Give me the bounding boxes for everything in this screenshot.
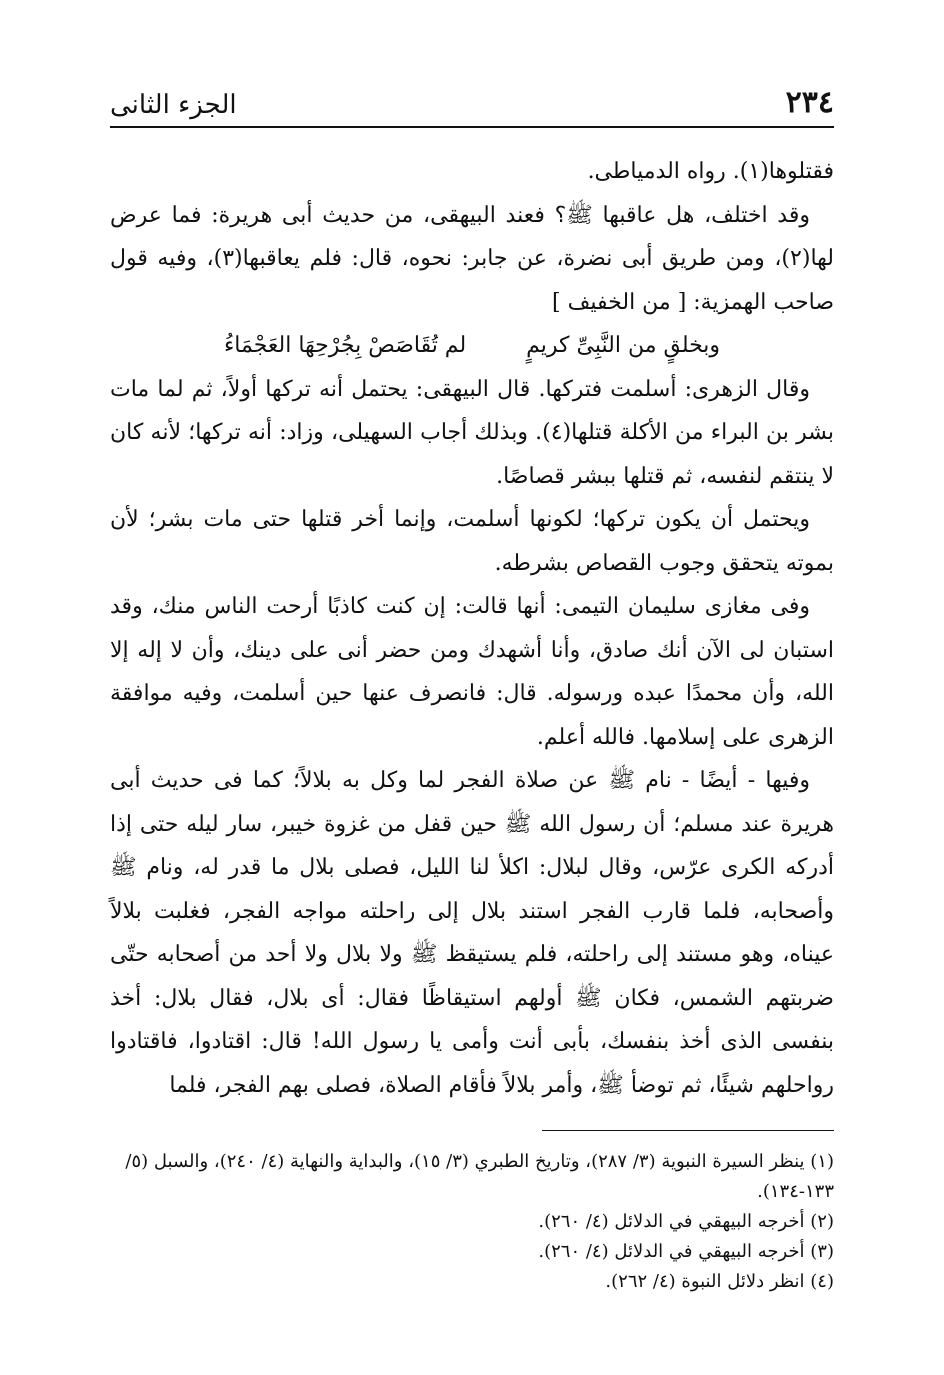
footnote: (٢) أخرجه البيهقي في الدلائل (٤/ ٢٦٠). xyxy=(538,1211,834,1232)
paragraph: وقد اختلف، هل عاقبها ﷺ؟ فعند البيهقى، من حديث أبى هريرة: فما عرض لها(٢)، ومن طريق أبى نضرة، عن جابر: نحوه، قال: فلم يعاقبها(٣)، وفيه قول صاحب الهمزية: [ من الخفيف ] xyxy=(110,202,834,315)
footnote: (٣) أخرجه البيهقي في الدلائل (٤/ ٢٦٠). xyxy=(538,1241,834,1262)
paragraph: وفيها - أيضًا - نام ﷺ عن صلاة الفجر لما وكل به بلالاً؛ كما فى حديث أبى هريرة عند مسلم؛ أن رسول الله ﷺ حين قفل من غزوة خيبر، سار ليله حتى إذا أدركه الكرى عرّس، وقال لبلال: اكلأ لنا الليل، فصلى بلال ما قدر له، ونام ﷺ وأصحابه، فلما قارب الفجر استند بلال إلى راحلته مواجه الفجر، فغلبت بلالاً عيناه، وهو مستند إلى راحلته، فلم يستيقظ ﷺ ولا بلال ولا أحد من أصحابه حتّى ضربتهم الشمس، فكان ﷺ أولهم استيقاظًا فقال: أى بلال، فقال بلال: أخذ بنفسى الذى أخذ بنفسك، بأبى أنت وأمى يا رسول الله! قال: اقتادوا، فاقتادوا رواحلهم شيئًا، ثم توضأ ﷺ، وأمر بلالاً فأقام الصلاة، فصلى بهم الفجر، فلما xyxy=(110,768,834,1098)
footnote-divider xyxy=(542,1130,834,1131)
footnote: (١) ينظر السيرة النبوية (٣/ ٢٨٧)، وتاريخ الطبري (٣/ ١٥)، والبداية والنهاية (٤/ ٢٤٠)، والسبل (٥/ ١٣٣-١٣٤). xyxy=(125,1151,834,1202)
paragraph: وقال الزهرى: أسلمت فتركها. قال البيهقى: يحتمل أنه تركها أولاً، ثم لما مات بشر بن البراء من الأكلة قتلها(٤). وبذلك أجاب السهيلى، وزاد: أنه تركها؛ لأنه كان لا ينتقم لنفسه، ثم قتلها ببشر قصاصًا. xyxy=(110,376,834,489)
footnotes xyxy=(110,1147,834,1297)
poem-verse xyxy=(110,324,834,368)
paragraph: فقتلوها(١). رواه الدمياطى. xyxy=(587,159,834,184)
paragraph: ويحتمل أن يكون تركها؛ لكونها أسلمت، وإنما أخر قتلها حتى مات بشر؛ لأن بموته يتحقق وجوب القصاص بشرطه. xyxy=(110,507,834,576)
page-number: ٢٣٤ xyxy=(785,85,834,120)
hemistich-right: وبخلقٍ من النَّبِىِّ كريمٍ xyxy=(526,333,721,358)
paragraph: وفى مغازى سليمان التيمى: أنها قالت: إن كنت كاذبًا أرحت الناس منك، وقد استبان لى الآن أنك صادق، وأنا أشهدك ومن حضر أنى على دينك، وأن لا إله إلا الله، وأن محمدًا عبده ورسوله. قال: فانصرف عنها حين أسلمت، وفيه موافقة الزهرى على إسلامها. فالله أعلم. xyxy=(110,594,834,750)
running-header xyxy=(110,78,834,128)
running-title: الجزء الثانى xyxy=(110,90,237,120)
main-text xyxy=(110,150,834,1107)
footnote: (٤) انظر دلائل النبوة (٤/ ٢٦٢). xyxy=(605,1271,834,1292)
hemistich-left: لم تُقَاصَصْ بِجُرْحِهَا العَجْمَاءُ xyxy=(223,333,467,358)
